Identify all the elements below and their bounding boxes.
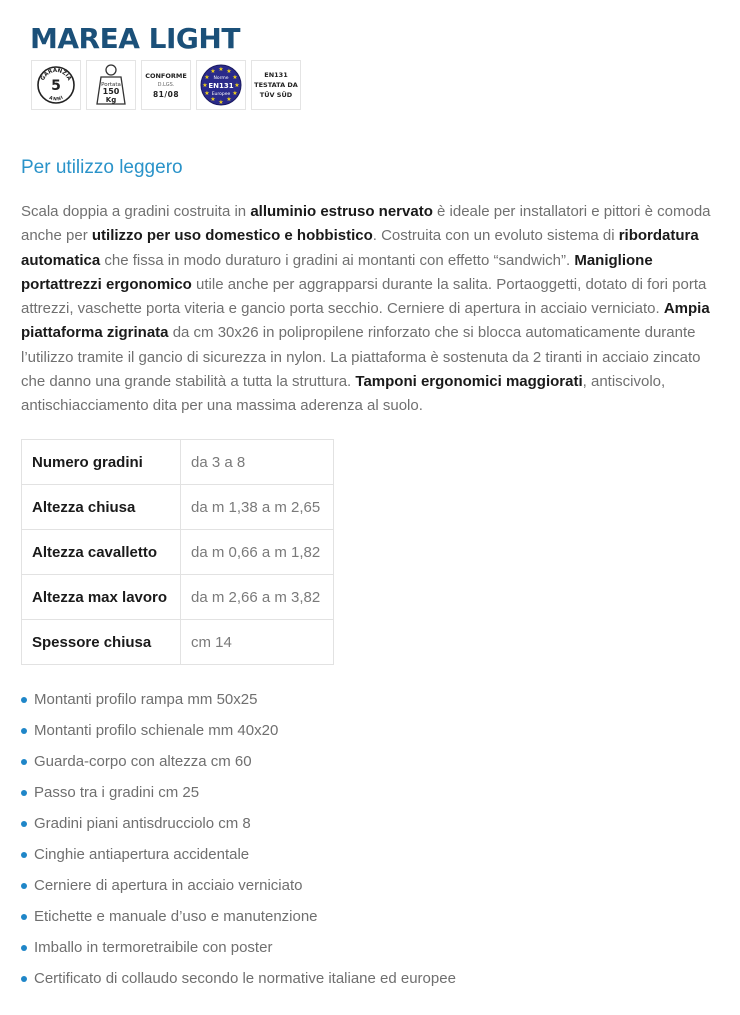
bullet-dot-icon — [21, 697, 27, 703]
bullet-dot-icon — [21, 790, 27, 796]
warranty-years: 5 — [51, 78, 61, 94]
table-row — [22, 485, 334, 530]
description-highlight: utilizzo per uso domestico e hobbistico — [91, 227, 373, 245]
list-item: Certificato di collaudo secondo le normative italiane ed europee — [21, 969, 456, 1000]
description-highlight: Tamponi ergonomici maggiorati — [355, 373, 583, 391]
list-item: Montanti profilo rampa mm 50x25 — [21, 690, 456, 721]
spec-value: da m 2,66 a m 3,82 — [181, 575, 334, 620]
list-item: Cinghie antiapertura accidentale — [21, 845, 456, 876]
tuv-sud-label: TÜV SÜD — [259, 91, 293, 99]
table-row — [22, 620, 334, 665]
spec-label: Numero gradini — [22, 440, 181, 485]
list-item: Imballo in termoretraibile con poster — [21, 938, 456, 969]
dlgs-label: D.LGS. — [157, 81, 175, 88]
garanzia-5-anni-badge — [31, 60, 81, 110]
list-item: Etichette e manuale d’uso e manutenzione — [21, 907, 456, 938]
spec-value: cm 14 — [181, 620, 334, 665]
description-text: utile anche per aggrapparsi durante la salita. Portaoggetti, dotato di fori porta attrezzi, vaschette porta viteria e gancio porta secchio. Cerniere di apertura in acciaio verniciato. — [21, 275, 707, 318]
bullet-dot-icon — [21, 883, 27, 889]
description-highlight: alluminio estruso nervato — [250, 203, 433, 220]
svg-text:★: ★ — [210, 96, 216, 103]
svg-text:★: ★ — [226, 68, 232, 75]
certification-badges — [31, 60, 301, 110]
description-text: Scala doppia a gradini costruita in — [21, 203, 251, 220]
list-item: Montanti profilo schienale mm 40x20 — [21, 721, 456, 752]
description-text: che fissa in modo duraturo i gradini ai montanti con effetto “sandwich”. — [100, 251, 575, 269]
product-title: MAREA LIGHT — [30, 22, 240, 55]
list-item: Passo tra i gradini cm 25 — [21, 783, 456, 814]
spec-label: Spessore chiusa — [22, 620, 181, 665]
conforme-label: CONFORME — [145, 71, 187, 80]
bullet-dot-icon — [21, 759, 27, 765]
spec-value: da m 1,38 a m 2,65 — [181, 485, 334, 530]
list-item: Cerniere di apertura in acciaio verniciato — [21, 876, 456, 907]
svg-text:EN131: EN131 — [208, 82, 234, 90]
svg-text:150: 150 — [102, 87, 120, 96]
description-text: . Costruita con un evoluto sistema di — [372, 227, 619, 245]
en131-tuv-badge — [251, 60, 301, 110]
svg-text:★: ★ — [218, 66, 224, 73]
svg-text:★: ★ — [210, 68, 216, 75]
product-description — [21, 200, 721, 419]
list-item: Guarda-corpo con altezza cm 60 — [21, 752, 456, 783]
warranty-arc-text: GARANZIA — [39, 67, 73, 82]
svg-text:★: ★ — [226, 96, 232, 103]
spec-label: Altezza cavalletto — [22, 530, 181, 575]
decree-number: 81/08 — [152, 89, 180, 99]
svg-text:★: ★ — [204, 90, 210, 97]
eu-stars-seal-icon — [199, 63, 243, 107]
features-list — [21, 690, 456, 1000]
spec-label: Altezza max lavoro — [22, 575, 181, 620]
warranty-bottom-text: ANNI — [48, 95, 65, 103]
svg-text:★: ★ — [202, 82, 208, 89]
svg-text:★: ★ — [232, 74, 238, 81]
description-highlight: ribordatura automatica — [21, 227, 699, 269]
svg-text:★: ★ — [232, 90, 238, 97]
svg-text:Portata: Portata — [101, 82, 121, 88]
table-row — [22, 575, 334, 620]
conforme-dlgs-badge — [141, 60, 191, 110]
description-highlight: Maniglione portattrezzi ergonomico — [21, 251, 653, 293]
bullet-dot-icon — [21, 852, 27, 858]
svg-text:Europee: Europee — [211, 92, 231, 97]
bullet-dot-icon — [21, 945, 27, 951]
svg-text:Kg: Kg — [105, 96, 117, 104]
description-text: , antiscivolo, antischiacciamento dita per una massima aderenza al suolo. — [21, 373, 666, 415]
spec-value: da m 0,66 a m 1,82 — [181, 530, 334, 575]
spec-value: da 3 a 8 — [181, 440, 334, 485]
usage-subtitle: Per utilizzo leggero — [21, 157, 183, 178]
svg-text:★: ★ — [218, 99, 224, 106]
norme-en131-europee-badge — [196, 60, 246, 110]
bullet-dot-icon — [21, 914, 27, 920]
svg-text:★: ★ — [234, 82, 240, 89]
svg-text:★: ★ — [204, 74, 210, 81]
table-row — [22, 440, 334, 485]
svg-text:Norme: Norme — [213, 76, 229, 81]
table-row — [22, 530, 334, 575]
list-item: Gradini piani antisdrucciolo cm 8 — [21, 814, 456, 845]
bullet-dot-icon — [21, 728, 27, 734]
specs-table — [21, 439, 334, 665]
testata-da-label: TESTATA DA — [254, 81, 298, 89]
weight-icon — [91, 63, 131, 107]
en131-label: EN131 — [264, 71, 288, 79]
description-text: è ideale per installatori e pittori è comoda anche per — [21, 203, 711, 245]
spec-label: Altezza chiusa — [22, 485, 181, 530]
description-text: da cm 30x26 in polipropilene rinforzato che si blocca automaticamente durante l’utilizzo tramite il gancio di sicurezza in nylon. La piattaforma è sostenuta da 2 tiranti in acciaio zincato che danno una grande stabilità a tutta la struttura. — [21, 324, 701, 391]
bullet-dot-icon — [21, 976, 27, 982]
warranty-seal-icon — [36, 65, 76, 105]
description-highlight: Ampia piattaforma zigrinata — [21, 300, 710, 342]
portata-150kg-badge — [86, 60, 136, 110]
bullet-dot-icon — [21, 821, 27, 827]
